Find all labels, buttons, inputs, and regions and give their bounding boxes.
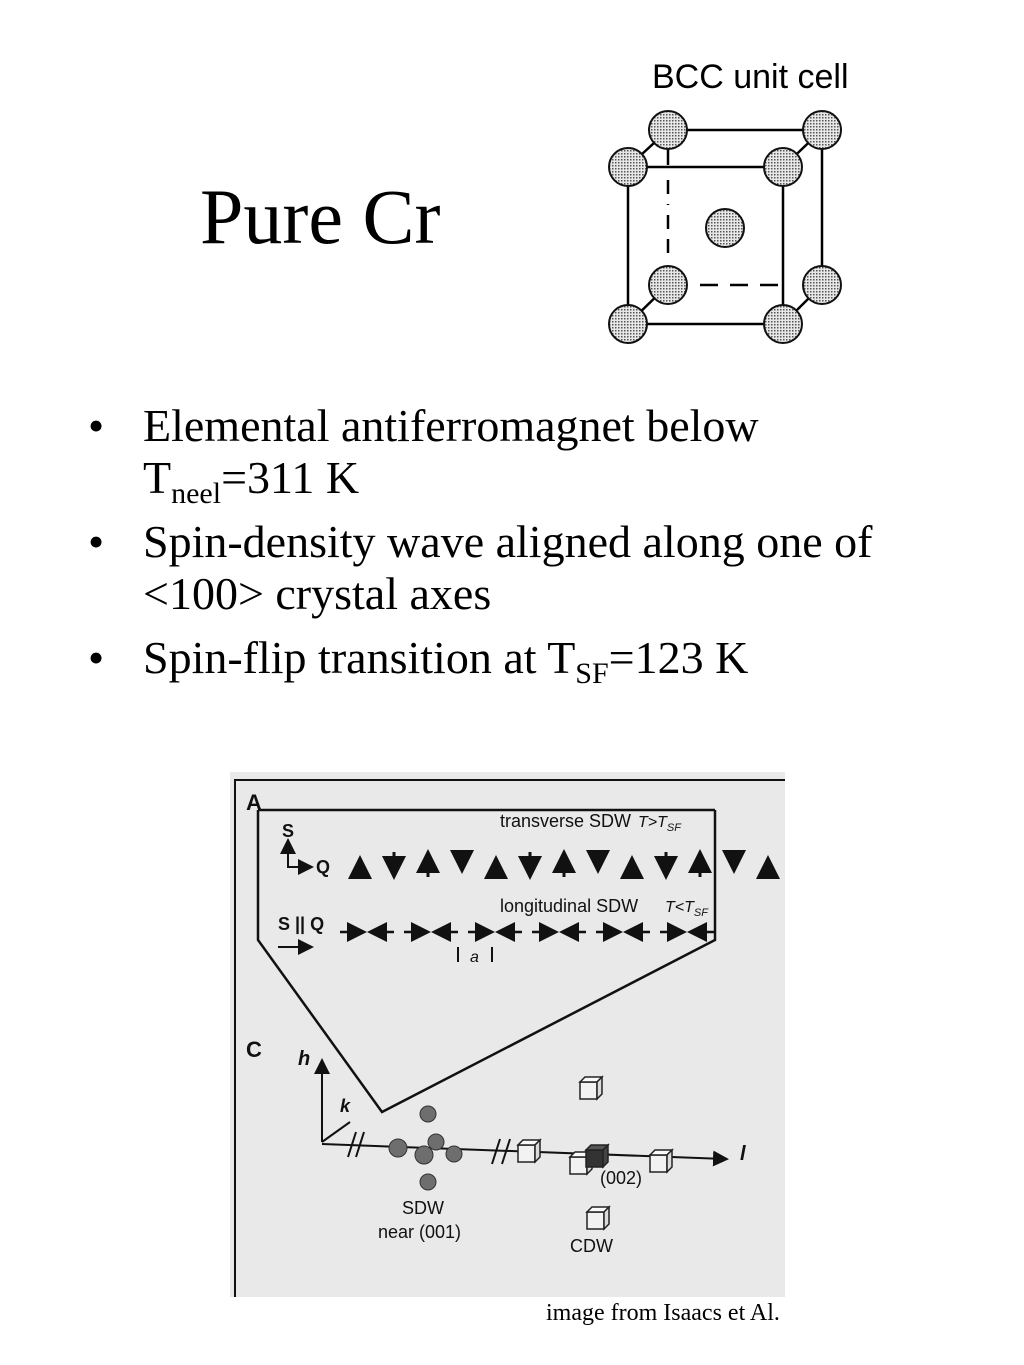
transverse-sdw-label: transverse SDW (500, 811, 632, 831)
cdw-cube (650, 1150, 672, 1172)
sdw-peak (420, 1174, 436, 1190)
s-parallel-q-label: S || Q (278, 914, 325, 934)
page-title: Pure Cr (200, 173, 441, 260)
cdw-cube (580, 1077, 602, 1099)
atom-front-top-right (764, 148, 802, 186)
cdw-label: CDW (570, 1236, 613, 1256)
atom-center (706, 209, 744, 247)
sdw-peak (389, 1139, 407, 1157)
cdw-cube (518, 1140, 540, 1162)
bullet-list (88, 400, 988, 696)
panel-c-label: C (246, 1037, 262, 1062)
a-label: a (470, 949, 479, 966)
panel-a-label: A (246, 790, 262, 815)
longitudinal-sdw-label: longitudinal SDW (500, 896, 639, 916)
bullet-item: • Elemental antiferromagnet below $T_{neel}=311$ K (88, 400, 988, 504)
atom-back-bottom-left (649, 266, 687, 304)
sdw-peak (420, 1106, 436, 1122)
atom-front-top-left (609, 148, 647, 186)
sdw-figure (230, 772, 785, 1297)
p002-label: (002) (600, 1168, 643, 1188)
sdw-peak (428, 1134, 444, 1150)
atom-back-top-right (803, 111, 841, 149)
atom-front-bottom-right (764, 305, 802, 343)
q-label: Q (316, 857, 331, 877)
longitudinal-temp-label: $T<T_{SF}$ (665, 899, 708, 919)
h-label: h (298, 1048, 311, 1070)
transverse-temp-label: $T>T_{SF}$ (638, 814, 681, 834)
image-caption: image from Isaacs et Al. (546, 1300, 780, 1326)
s-label: S (282, 821, 295, 841)
bcc-unit-cell-diagram (600, 105, 860, 355)
bullet-item: • Spin-density wave aligned along one of <100> crystal axes (88, 516, 988, 620)
bcc-label: BCC unit cell (652, 58, 849, 96)
near-001-label: near (001) (378, 1222, 462, 1242)
cdw-cube (586, 1145, 608, 1167)
atom-back-bottom-right (803, 266, 841, 304)
sdw-peak (415, 1146, 433, 1164)
bullet-item: • Spin-flip transition at $T_{SF}=123$ K (88, 632, 988, 684)
sdw-label: SDW (402, 1198, 444, 1218)
atom-front-bottom-left (609, 305, 647, 343)
l-label: l (740, 1143, 746, 1165)
atom-back-top-left (649, 111, 687, 149)
sdw-peak (446, 1146, 462, 1162)
cdw-cube (587, 1207, 609, 1229)
k-label: k (340, 1096, 351, 1116)
